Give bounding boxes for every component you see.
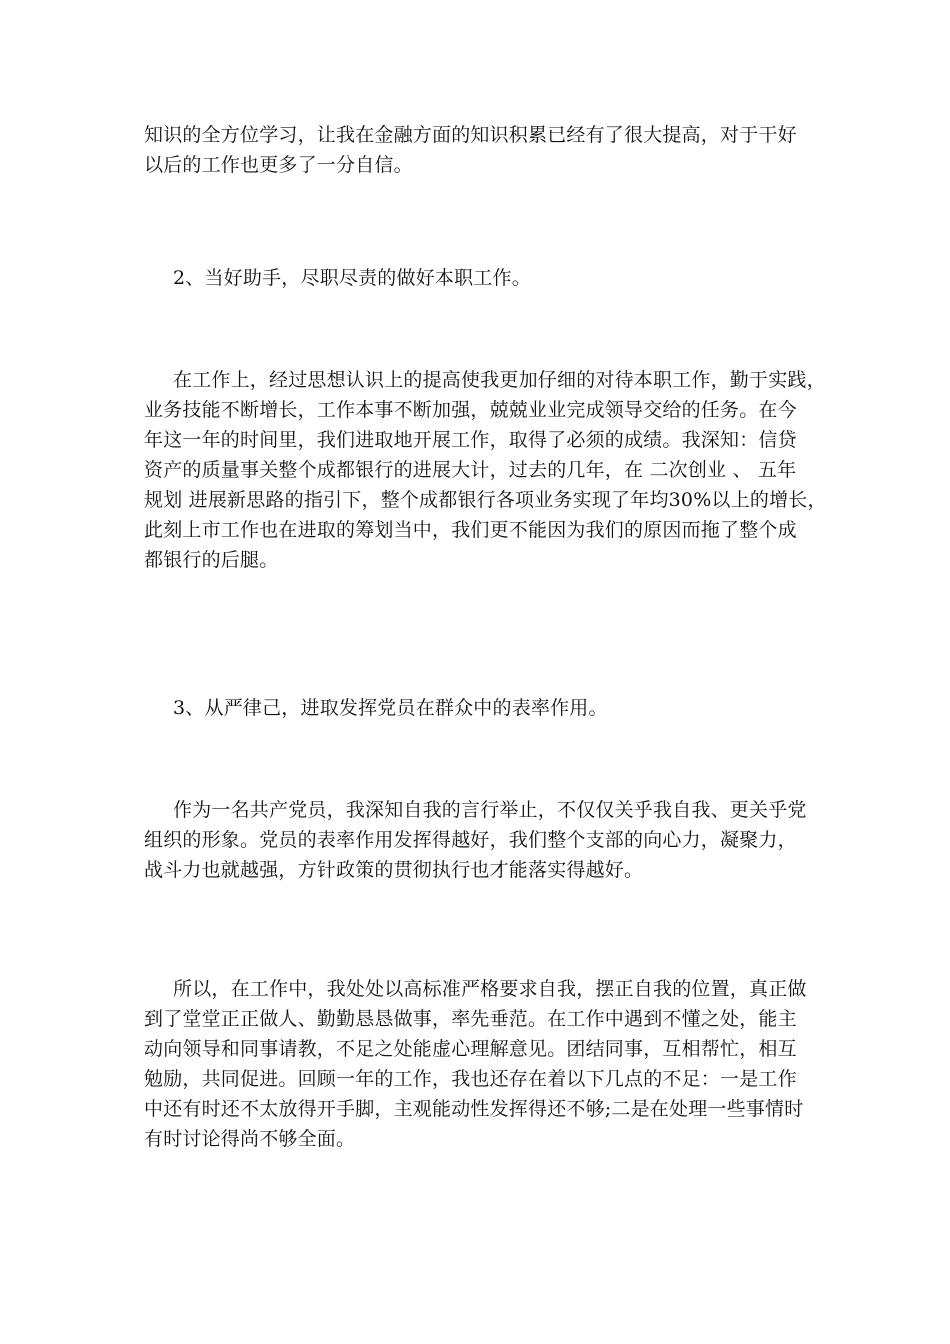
paragraph-line: 此刻上市工作也在进取的筹划当中，我们更不能因为我们的原因而拖了整个成 [144,519,797,541]
paragraph-party-member [144,795,824,885]
paragraph-line: 战斗力也就越强，方针政策的贯彻执行也才能落实得越好。 [144,859,644,881]
heading-text: 3、从严律己，进取发挥党员在群众中的表率作用。 [173,697,608,719]
heading-text: 2、当好助手，尽职尽责的做好本职工作。 [173,267,531,289]
paragraph-line: 都银行的后腿。 [144,549,279,571]
paragraph-line: 业务技能不断增长，工作本事不断加强，兢兢业业完成领导交给的任务。在今 [144,399,797,421]
paragraph-self-review [144,974,824,1154]
paragraph-knowledge [144,120,824,180]
paragraph-line: 组织的形象。党员的表率作用发挥得越好，我们整个支部的向心力，凝聚力， [144,829,797,851]
paragraph-line: 动向领导和同事请教，不足之处能虚心理解意见。团结同事，互相帮忙，相互 [144,1038,797,1060]
paragraph-work [144,365,827,575]
paragraph-line: 资产的质量事关整个成都银行的进展大计，过去的几年，在 二次创业 、 五年 [144,459,797,481]
paragraph-line: 规划 进展新思路的指引下，整个成都银行各项业务实现了年均30%以上的增长， [144,489,827,511]
paragraph-line: 作为一名共产党员，我深知自我的言行举止，不仅仅关乎我自我、更关乎党 [173,799,807,821]
paragraph-line: 中还有时还不太放得开手脚，主观能动性发挥得还不够;二是在处理一些事情时 [144,1098,804,1120]
paragraph-line: 以后的工作也更多了一分自信。 [144,154,413,176]
paragraph-line: 到了堂堂正正做人、勤勤恳恳做事，率先垂范。在工作中遇到不懂之处，能主 [144,1008,797,1030]
paragraph-line: 年这一年的时间里，我们进取地开展工作，取得了必须的成绩。我深知：信贷 [144,429,797,451]
section-heading-3 [144,693,824,723]
paragraph-line: 知识的全方位学习，让我在金融方面的知识积累已经有了很大提高，对于干好 [144,124,797,146]
paragraph-line: 有时讨论得尚不够全面。 [144,1128,356,1150]
paragraph-line: 在工作上，经过思想认识上的提高使我更加仔细的对待本职工作，勤于实践， [173,369,826,391]
section-heading-2 [144,263,824,293]
paragraph-line: 所以，在工作中，我处处以高标准严格要求自我，摆正自我的位置，真正做 [173,978,807,1000]
paragraph-line: 勉励，共同促进。回顾一年的工作，我也还存在着以下几点的不足：一是工作 [144,1068,797,1090]
